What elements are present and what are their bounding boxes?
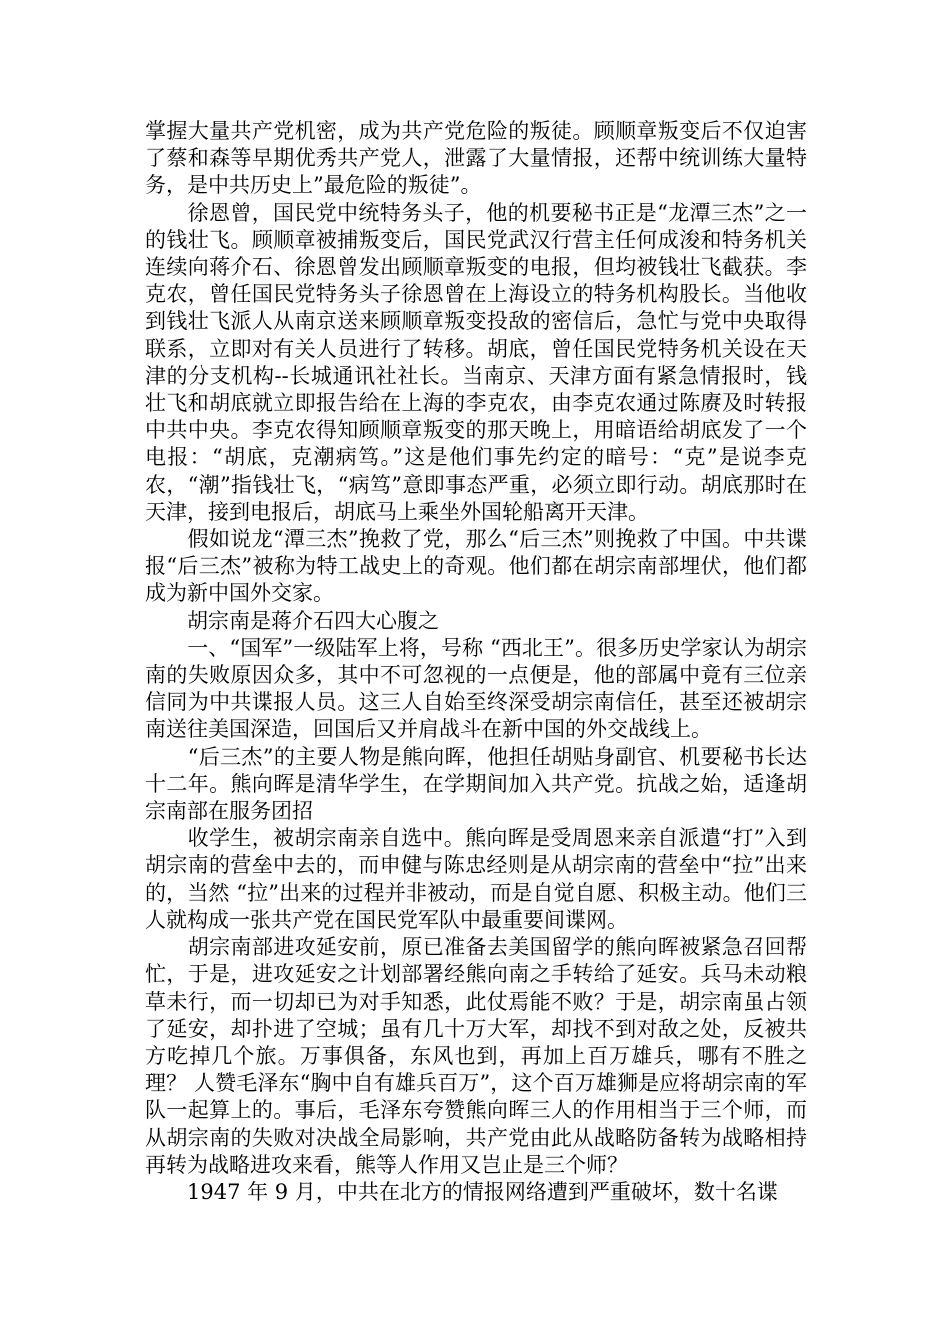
paragraph-gu-shunzhang: 掌握大量共产党机密，成为共产党危险的叛徒。顾顺章叛变后不仅迫害了蔡和森等早期优秀共产党人，泄露了大量情报，还帮中统训练大量特务，是中共历史上”最危险的叛徒”。 bbox=[145, 119, 807, 198]
paragraph-recruitment: 收学生，被胡宗南亲自选中。熊向晖是受周恩来亲自派遣“打”入到胡宗南的营垒中去的，而申健与陈忠经则是从胡宗南的营垒中“拉”出来的，当然 “拉”出来的过程并非被动，而是自觉自愿、积极主动。他们三人就构成一张共产党在国民党军队中最重要间谍网。 bbox=[145, 826, 807, 932]
paragraph-xiong-xianghui: “后三杰”的主要人物是熊向晖，他担任胡贴身副官、机要秘书长达十二年。熊向晖是清华学生，在学期间加入共产党。抗战之始，适逢胡宗南部在服务团招 bbox=[145, 744, 807, 824]
paragraph-northwest-king: 一、“国军”一级陆军上将，号称 “西北王”。很多历史学家认为胡宗南的失败原因众多，其中不可忽视的一点便是，他的部属中竟有三位亲信同为中共谍报人员。这三人自始至终深受胡宗南信任，甚至还被胡宗南送往美国深造，回国后又并肩战斗在新中国的外交战线上。 bbox=[145, 635, 807, 742]
paragraph-xu-enzeng: 徐恩曾，国民党中统特务头子，他的机要秘书正是“龙潭三杰”之一的钱壮飞。顾顺章被捕叛变后，国民党武汉行营主任何成浚和特务机关连续向蒋介石、徐恩曾发出顾顺章叛变的电报，但均被钱壮飞截获。李克农，曾任国民党特务头子徐恩曾在上海设立的特务机构股长。当他收到钱壮飞派人从南京送来顾顺章叛变投敌的密信后，急忙与党中央取得联系，立即对有关人员进行了转移。胡底，曾任国民党特务机关设在天津的分支机构--长城通讯社社长。当南京、天津方面有紧急情报时，钱壮飞和胡底就立即报告给在上海的李克农，由李克农通过陈赓及时转报中共中央。李克农得知顾顺章叛变的那天晚上，用暗语给胡底发了一个电报：“胡底，克潮病笃。”这是他们事先约定的暗号：“克”是说李克农，“潮”指钱壮飞，“病笃”意即事态严重，必须立即行动。胡底那时在天津，接到电报后，胡底马上乘坐外国轮船离开天津。 bbox=[145, 200, 807, 524]
document-page bbox=[145, 118, 807, 1206]
paragraph-yanan-attack: 胡宗南部进攻延安前，原已准备去美国留学的熊向晖被紧急召回帮忙，于是，进攻延安之计划部署经熊向南之手转给了延安。兵马未动粮草未行，而一切却已为对手知悉，此仗焉能不败？于是，胡宗南虽占领了延安，却扑进了空城；虽有几十万大军，却找不到对敌之处，反被共方吃掉几个旅。万事俱备，东风也到，再加上百万雄兵，哪有不胜之理？ 人赞毛泽东“胸中自有雄兵百万”，这个百万雄狮是应将胡宗南的军队一起算上的。事后，毛泽东夸赞熊向晖三人的作用相当于三个师，而从胡宗南的失败对决战全局影响，共产党由此从战略防备转为战略相持再转为战略进攻来看，熊等人作用又岂止是三个师？ bbox=[145, 935, 807, 1177]
paragraph-hu-zongnan-intro: 胡宗南是蒋介石四大心腹之 bbox=[145, 608, 439, 633]
paragraph-1947: 1947 年 9 月，中共在北方的情报网络遭到严重破坏，数十名谍 bbox=[145, 1179, 778, 1204]
paragraph-later-three-heroes: 假如说龙“潭三杰”挽救了党，那么“后三杰”则挽救了中国。中共谍报“后三杰”被称为特工战史上的奇观。他们都在胡宗南部埋伏，他们都成为新中国外交家。 bbox=[145, 527, 807, 606]
